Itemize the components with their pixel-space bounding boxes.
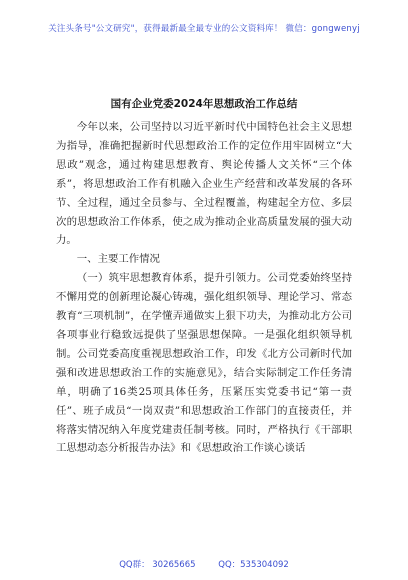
- document-title: 国有企业党委2024年思想政治工作总结: [110, 98, 298, 110]
- paragraph-intro: 今年以来，公司坚持以习近平新时代中国特色社会主义思想为指导，准确把握新时代思想政治工作的定位作用牢固树立“大思政”观念，通过构建思想教育、舆论传播人文关怀“三个体系”，将思想政治工作有机融入企业生产经营和改革发展的各环节、全过程，通过全员参与、全过程覆盖，构建起全方位、多层次的思想政治工作体系，使之成为推动企业高质量发展的强大动力。: [56, 121, 352, 247]
- section-heading: 一、主要工作情况: [76, 253, 160, 266]
- footer-contact: [0, 558, 408, 570]
- footer-qq-group: QQ群： 30265665: [119, 560, 196, 570]
- paragraph-section-1: （一）筑牢思想教育体系，提升引领力。公司党委始终坚持不懈用党的创新理论凝心铸魂，强化组织领导、理论学习、常态教育“三项机制”，在学懂弄通做实上狠下功夫，为推动北方公司各项事业行稳致远提供了坚强思想保障。一是强化组织领导机制。公司党委高度重视思想政治工作，印发《北方公司新时代加强和改进思想政治工作的实施意见》，结合实际制定工作任务清单，明确了16类25项具体任务，压紧压实党委书记“第一责任”、班子成员“一岗双责”和思想政治工作部门的直接责任，并将落实情况纳入年度党建责任制考核。同时，严格执行《干部职工思想动态分析报告办法》和《思想政治工作谈心谈话: [56, 272, 352, 455]
- document-body: [56, 118, 352, 458]
- footer-qq: QQ：535304092: [218, 560, 289, 570]
- header-banner: 关注头条号"公文研究"，获得最新最全最专业的公文资料库！ 微信：gongwenyj: [48, 24, 360, 34]
